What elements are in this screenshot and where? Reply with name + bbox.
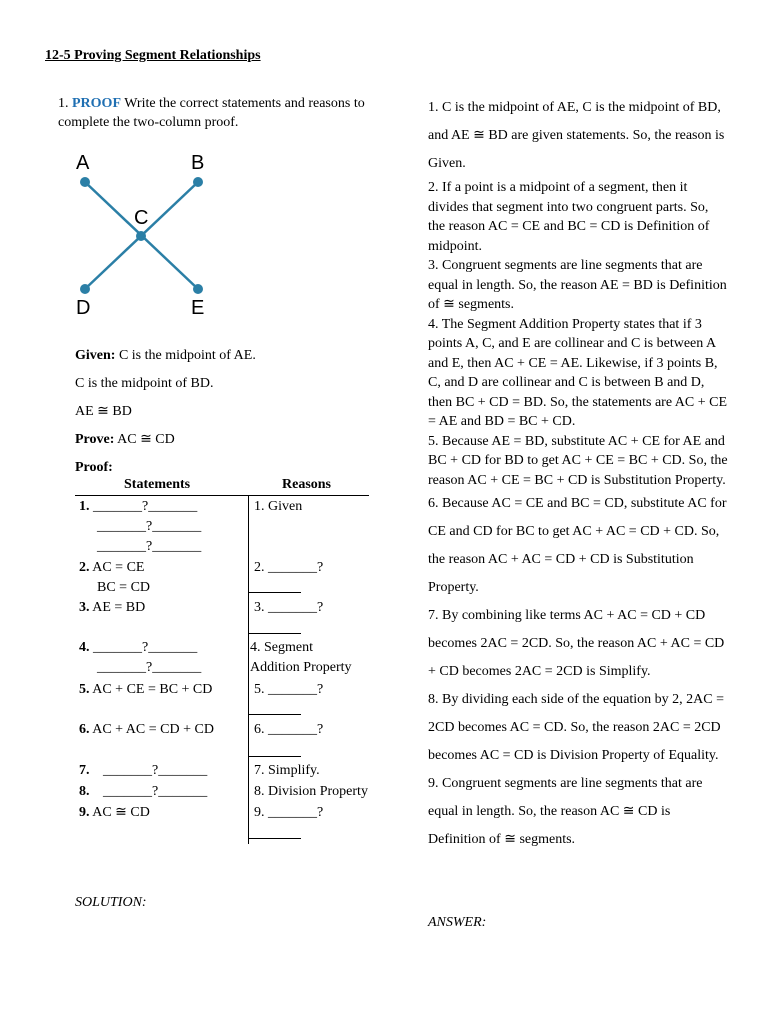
row-number: 3.	[79, 600, 90, 615]
question-number: 1.	[58, 96, 69, 111]
row-number: 5.	[79, 682, 90, 697]
table-row	[79, 720, 214, 740]
statement-text: BC = CD	[97, 580, 151, 595]
reason-cell: 3. _______?	[254, 600, 324, 615]
statement-blank: _______?_______	[97, 539, 202, 554]
statement-blank: _______?_______	[93, 640, 198, 655]
given-line-2: C is the midpoint of BD.	[75, 376, 214, 391]
explanation-step-6: 6. Because AC = CE and BC = CD, substitute AC for CE and CD for BC to get AC + AC = CD + CD. So, the reason AC + AC = CD + CD is Substitution Property.	[428, 496, 727, 595]
reason-cell: 5. _______?	[254, 682, 324, 697]
reasons-header: Reasons	[282, 477, 332, 492]
reason-underline	[249, 756, 301, 757]
table-row	[79, 761, 207, 781]
page-title: 12-5 Proving Segment Relationships	[45, 48, 261, 63]
statement-blank: _______?_______	[97, 519, 202, 534]
label-d: D	[76, 297, 91, 318]
table-header-rule	[75, 495, 369, 496]
explanation-step-1: 1. C is the midpoint of AE, C is the midpoint of BD, and AE ≅ BD are given statements. So, the reason is Given.	[428, 100, 725, 171]
statement-blank: _______?_______	[103, 784, 208, 799]
point-c	[136, 231, 146, 241]
table-row	[79, 782, 207, 802]
table-row	[79, 803, 150, 823]
table-row	[79, 638, 201, 678]
proof-keyword: PROOF	[72, 96, 121, 111]
label-a: A	[76, 152, 90, 174]
explanation-step-2: 2. If a point is a midpoint of a segment, then it divides that segment into two congruent parts. So, the reason AC = CE and BC = CD is Definition of midpoint.	[428, 180, 710, 254]
explanation-step-4: 4. The Segment Addition Property states that if 3 points A, C, and E are collinear and C is between A and E, then AC + CE = AE. Likewise, if 3 points B, C, and D are collinear and C is between B and D, then BC + CD = BD. So, the statements are AC + CE = AE and BD = BC + CD.	[428, 316, 728, 429]
answer-label: ANSWER:	[428, 915, 487, 930]
reason-cell: 7. Simplify.	[254, 763, 320, 778]
explanation-column	[428, 94, 728, 854]
label-e: E	[191, 297, 205, 318]
table-row	[79, 680, 212, 700]
row-number: 6.	[79, 722, 90, 737]
question-instruction: Write the correct statements and reasons to complete the two-column proof.	[58, 96, 365, 130]
explanation-step-8: 8. By dividing each side of the equation by 2, 2AC = 2CD becomes AC = CD. So, the reason 2AC = 2CD becomes AC = CD is Division Property of Equality.	[428, 692, 725, 763]
statement-text: AC + CE = BC + CD	[92, 682, 213, 697]
given-line-1: C is the midpoint of AE.	[118, 348, 256, 363]
prove-statement: AC ≅ CD	[117, 432, 175, 447]
explanation-step-7: 7. By combining like terms AC + AC = CD + CD becomes 2AC = 2CD. So, the reason AC + AC = CD + CD becomes 2AC = 2CD is Simplify.	[428, 608, 725, 679]
point-d	[80, 284, 90, 294]
explanation-step-9: 9. Congruent segments are line segments that are equal in length. So, the reason AC ≅ CD is Definition of ≅ segments.	[428, 776, 703, 847]
point-b	[193, 177, 203, 187]
prove-label: Prove:	[75, 432, 115, 447]
statement-blank: _______?_______	[103, 763, 208, 778]
label-b: B	[191, 152, 205, 174]
row-number: 8.	[79, 784, 90, 799]
geometry-figure	[70, 148, 220, 318]
proof-label: Proof:	[75, 460, 113, 475]
statements-header: Statements	[124, 477, 191, 492]
reason-cell: 8. Division Property	[254, 784, 368, 799]
solution-label: SOLUTION:	[75, 895, 147, 910]
table-row	[79, 497, 201, 557]
table-row	[79, 598, 145, 618]
row-number: 4.	[79, 640, 90, 655]
reason-underline	[249, 633, 301, 634]
row-number: 9.	[79, 805, 90, 820]
label-c: C	[134, 207, 149, 229]
point-e	[193, 284, 203, 294]
reason-cell: 6. _______?	[254, 722, 324, 737]
statement-text: AC = CE	[92, 560, 145, 575]
given-label: Given:	[75, 348, 116, 363]
reason-underline	[249, 838, 301, 839]
statement-blank: _______?_______	[97, 660, 202, 675]
reason-cell: 4. Segment Addition Property	[250, 640, 352, 675]
reason-underline	[249, 592, 301, 593]
table-column-rule	[248, 495, 249, 844]
explanation-step-3: 3. Congruent segments are line segments that are equal in length. So, the reason AE = BD is Definition of ≅ segments.	[428, 258, 727, 312]
row-number: 2.	[79, 560, 90, 575]
statement-text: AC + AC = CD + CD	[92, 722, 214, 737]
reason-cell: 9. _______?	[254, 805, 324, 820]
statement-text: AC ≅ CD	[92, 805, 150, 820]
given-line-3: AE ≅ BD	[75, 404, 132, 419]
explanation-step-5: 5. Because AE = BD, substitute AC + CE for AE and BC + CD for BD to get AC + CE = BC + CD. So, the reason AC + CE = BC + CD is Substitution Property.	[428, 433, 728, 488]
point-a	[80, 177, 90, 187]
table-row	[79, 558, 150, 598]
row-number: 7.	[79, 763, 90, 778]
reason-underline	[249, 714, 301, 715]
reason-cell: 2. _______?	[254, 560, 324, 575]
statement-text: AE = BD	[92, 600, 146, 615]
statement-blank: _______?_______	[93, 499, 198, 514]
given-block	[75, 342, 375, 482]
row-number: 1.	[79, 499, 90, 514]
question-intro	[58, 94, 378, 132]
reason-cell: 1. Given	[254, 499, 303, 514]
